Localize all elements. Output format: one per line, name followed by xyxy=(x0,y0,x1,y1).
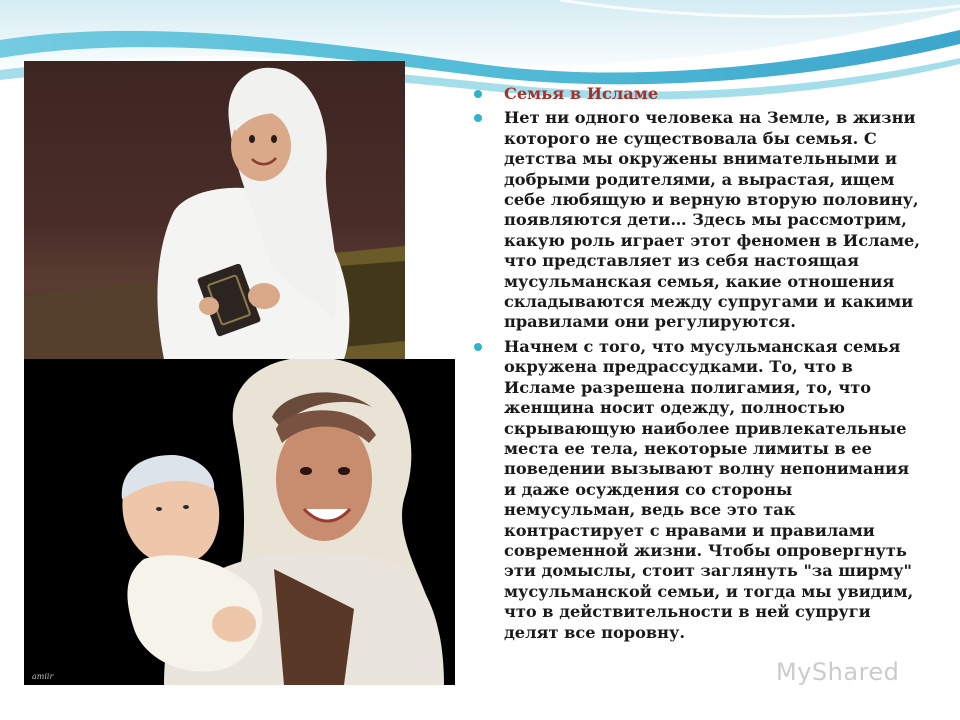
bullet-list xyxy=(474,84,922,647)
bullet-intro-text: Нет ни одного человека на Земле, в жизни которого не существовала бы семья. С детства мы окружены внимательными и добрыми родителями, а вырастая, ищем себе любящую и верную вторую половину, появляются дети… Здесь мы рассмотрим, какую роль играет этот феномен в Исламе, что представляет из себя настоящая мусульманская семья, какие отношения складываются между супругами и какими правилами они регулируются. xyxy=(504,108,920,332)
bullet-heading-text: Семья в Исламе xyxy=(504,84,659,103)
myshared-watermark: MyShared xyxy=(776,658,900,686)
bullet-heading xyxy=(474,84,922,104)
bullet-dot-icon xyxy=(474,114,482,122)
bullet-dot-icon xyxy=(474,343,482,351)
photo-girl-with-quran xyxy=(24,61,405,359)
bullet-intro xyxy=(474,108,922,332)
photo-mother-with-baby xyxy=(24,359,455,685)
bullet-prejudices-text: Начнем с того, что мусульманская семья окружена предрассудками. То, что в Исламе разрешена полигамия, то, что женщина носит одежду, полностью скрывающую наиболее привлекательные места ее тела, некоторые лимиты в ее поведении вызывают волну непонимания и даже осуждения со стороны немусульман, ведь все это так контрастирует с нравами и правилами современной жизни. Чтобы опровергнуть эти домыслы, стоит заглянуть "за ширму" мусульманской семьи, и тогда мы увидим, что в действительности в ней супруги делят все поровну. xyxy=(504,336,914,642)
photo-signature: amiir xyxy=(32,672,54,681)
bullet-dot-icon xyxy=(474,90,482,98)
bullet-prejudices xyxy=(474,337,922,643)
